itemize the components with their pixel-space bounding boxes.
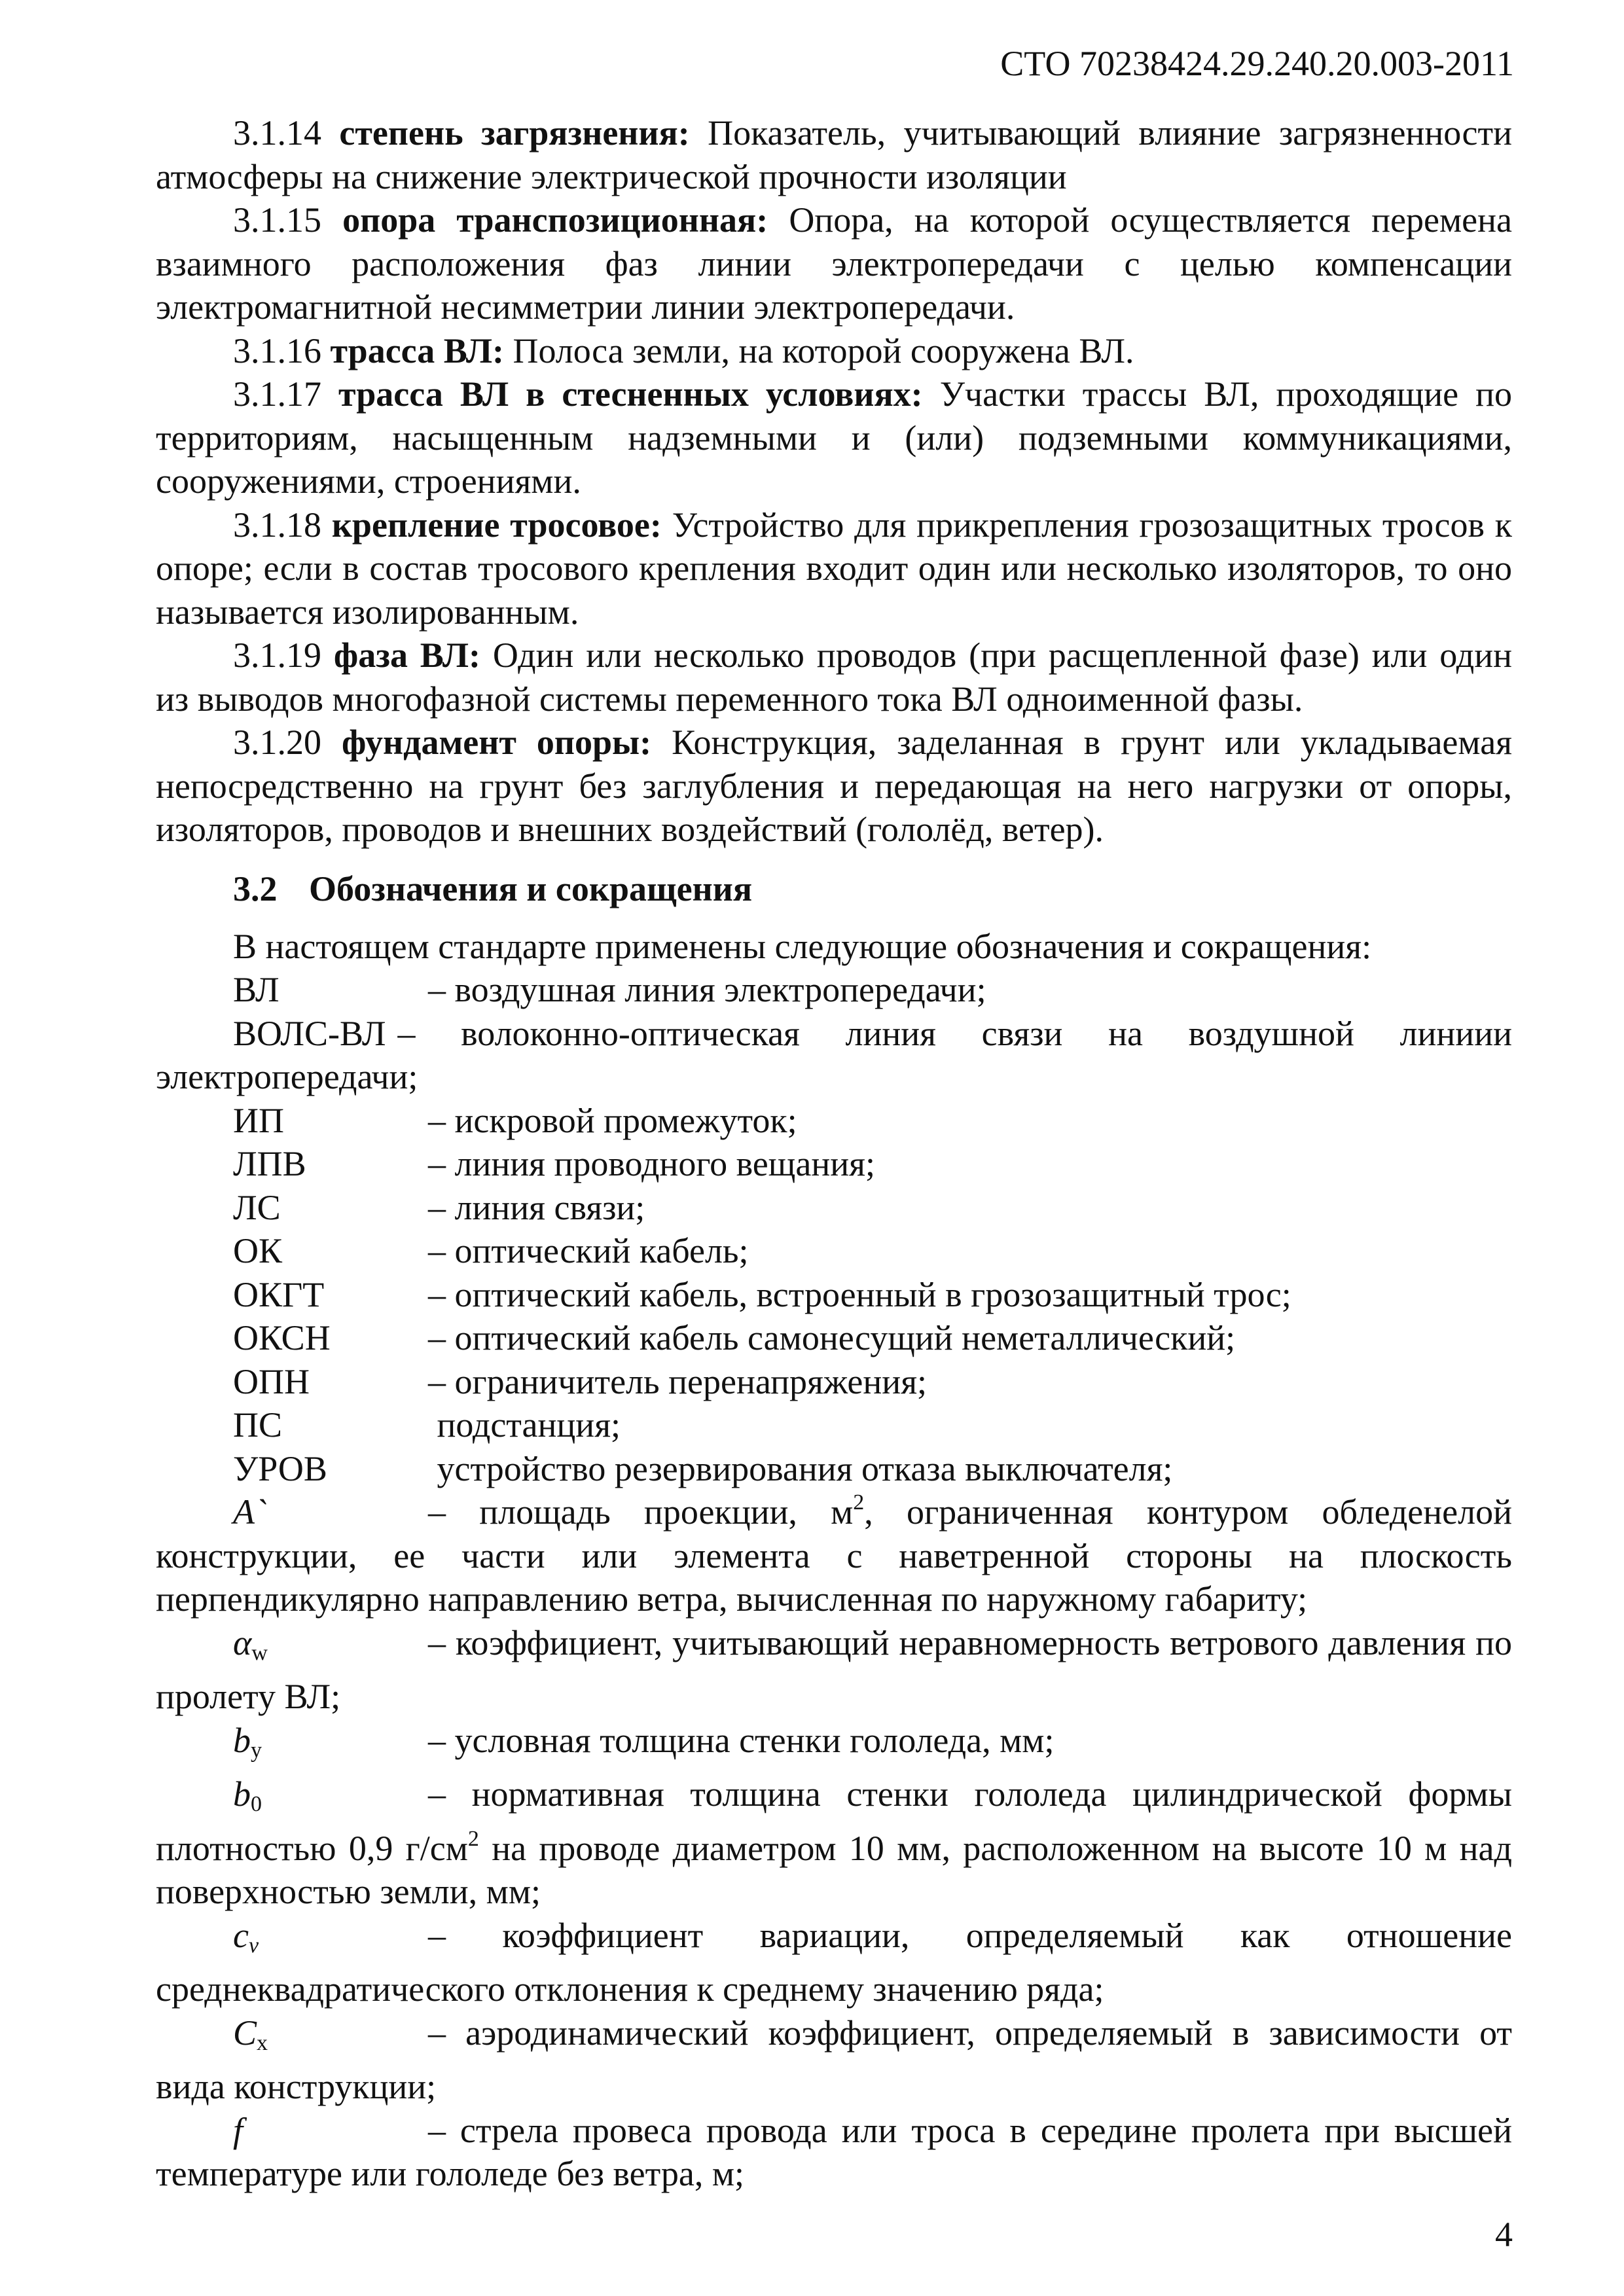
abbreviation-text: устройство резервирования отказа выключателя;: [428, 1448, 1173, 1488]
symbol-letter: C: [233, 2013, 257, 2053]
abbreviation-text: – ограничитель перенапряжения;: [428, 1361, 928, 1401]
symbol-text: – стрела провеса провода или троса в середине пролета при высшей температуре или гололеде без ветра, м;: [156, 2110, 1512, 2193]
symbol-letter: c: [233, 1915, 249, 1955]
abbreviation-key: УРОВ: [233, 1448, 327, 1488]
definition-text: Устройство для прикрепления грозозащитных тросов к опоре; если в состав тросового крепления входит один или несколько изоляторов, то оно называется изолированным.: [156, 505, 1513, 632]
symbol-text: – коэффициент вариации, определяемый как отношение среднеквадратического отклонения к среднему значению ряда;: [156, 1915, 1512, 2009]
abbreviation-row: [156, 1273, 1512, 1317]
abbreviation-row: [156, 1229, 1512, 1273]
symbol-text: – коэффициент, учитывающий неравномерность ветрового давления по пролету ВЛ;: [156, 1623, 1512, 1716]
abbreviation-key: ОКГТ: [233, 1274, 325, 1314]
abbreviation-row: [156, 1012, 1512, 1099]
definition-3-1-18: [156, 503, 1512, 634]
abbreviation-text: – искровой промежуток;: [428, 1100, 797, 1140]
abbreviation-key: ОК: [233, 1231, 283, 1270]
symbol-key: f: [233, 2110, 244, 2150]
symbol-subscript: x: [257, 2030, 268, 2055]
abbreviation-row: [156, 1142, 1512, 1186]
symbol-subscript: 0: [251, 1792, 262, 1816]
abbreviation-text: – оптический кабель самонесущий неметаллический;: [428, 1318, 1236, 1357]
clause-number: 3.1.20: [233, 723, 321, 762]
definition-3-1-15: [156, 198, 1512, 329]
term: крепление тросовое:: [331, 505, 662, 545]
clause-number: 3.1.18: [233, 505, 321, 545]
symbol-subscript: у: [251, 1738, 262, 1763]
symbol-text: – аэродинамический коэффициент, определяемый в зависимости от вида конструкции;: [156, 2013, 1512, 2106]
abbreviations-intro: В настоящем стандарте применены следующие обозначения и сокращения:: [233, 926, 1372, 966]
clause-number: 3.1.15: [233, 200, 321, 240]
section-title: Обозначения и сокращения: [309, 869, 753, 908]
definition-text: Конструкция, заделанная в грунт или укладываемая непосредственно на грунт без заглубления и передающая на него нагрузки от опоры, изоляторов, проводов и внешних воздействий (гололёд, ветер).: [156, 723, 1513, 849]
abbreviation-key: ОКСН: [233, 1318, 331, 1357]
symbol-letter: α: [233, 1623, 252, 1662]
clause-number: 3.1.16: [233, 331, 321, 370]
symbol-text: – нормативная толщина стенки гололеда цилиндрической формы плотностью 0,9 г/см: [156, 1774, 1512, 1868]
abbreviation-key: ЛПВ: [233, 1144, 306, 1183]
clause-number: 3.1.19: [233, 636, 321, 675]
abbreviation-text: – волоконно-оптическая линия связи на воздушной линиии электропередачи;: [156, 1013, 1512, 1096]
abbreviation-text: – воздушная линия электропередачи;: [428, 970, 986, 1009]
symbol-row-b-y: [156, 1719, 1512, 1773]
symbol-text: , ограниченная контуром обледенелой конструкции, ее части или элемента с наветренной стороны на плоскость перпендикулярно направлению ветра, вычисленная по наружному габариту;: [156, 1492, 1512, 1619]
symbol-text: – условная толщина стенки гололеда, мм;: [428, 1720, 1055, 1760]
abbreviation-key: ПС: [233, 1405, 283, 1444]
symbol-letter: b: [233, 1720, 251, 1760]
symbol-row-f: [156, 2109, 1512, 2196]
symbol-row-a-proj: [156, 1490, 1512, 1621]
abbreviation-text: подстанция;: [428, 1405, 621, 1444]
abbreviation-text: – линия проводного вещания;: [428, 1144, 875, 1183]
abbreviation-row: [156, 1316, 1512, 1360]
symbol-text: на проводе диаметром 10 мм, расположенном на высоте 10 м над поверхностью земли, мм;: [156, 1828, 1512, 1911]
abbreviation-key: ИП: [233, 1100, 284, 1140]
page-body: [156, 111, 1512, 2196]
definition-3-1-19: [156, 634, 1512, 721]
symbol-row-c-v: [156, 1914, 1512, 2011]
abbreviation-row: [156, 1186, 1512, 1230]
symbol-text: – площадь проекции, м: [428, 1492, 854, 1532]
term: степень загрязнения:: [339, 113, 690, 152]
term: опора транспозиционная:: [342, 200, 768, 240]
document-code-header: СТО 70238424.29.240.20.003-2011: [1000, 44, 1514, 83]
term: трасса ВЛ в стесненных условиях:: [338, 374, 923, 414]
symbol-row-c-x: [156, 2011, 1512, 2109]
term: фундамент опоры:: [342, 723, 652, 762]
symbol-key: [233, 1719, 428, 1773]
term: трасса ВЛ:: [330, 331, 504, 370]
superscript: 2: [467, 1826, 479, 1851]
abbreviation-row: [156, 968, 1512, 1012]
definition-3-1-17: [156, 372, 1512, 503]
abbreviation-row: [156, 1099, 1512, 1143]
abbreviation-row: [156, 1360, 1512, 1404]
symbol-key: [233, 2011, 428, 2066]
definition-3-1-20: [156, 721, 1512, 852]
page-number: 4: [1495, 2215, 1513, 2254]
symbol-key: [233, 1772, 428, 1827]
abbreviation-key: ВОЛС-ВЛ: [233, 1013, 386, 1053]
term: фаза ВЛ:: [333, 636, 480, 675]
abbreviation-row: [156, 1403, 1512, 1447]
symbol-key: [233, 1621, 428, 1676]
abbreviation-row: [156, 1447, 1512, 1491]
symbol-key: [233, 1914, 428, 1968]
abbreviation-text: – оптический кабель, встроенный в грозозащитный трос;: [428, 1274, 1291, 1314]
clause-number: 3.1.14: [233, 113, 321, 152]
symbol-row-alpha-w: [156, 1621, 1512, 1719]
definition-text: Полоса земли, на которой сооружена ВЛ.: [513, 331, 1134, 370]
definition-text: Один или несколько проводов (при расщепленной фазе) или один из выводов многофазной системы переменного тока ВЛ одноименной фазы.: [156, 636, 1513, 719]
section-heading: [156, 866, 1512, 912]
definition-text: Участки трассы ВЛ, проходящие по территориям, насыщенным надземными и (или) подземными коммуникациями, сооружениями, строениями.: [156, 374, 1513, 501]
abbreviation-key: ОПН: [233, 1361, 310, 1401]
symbol-key: A`: [233, 1492, 266, 1532]
symbol-subscript: w: [251, 1640, 268, 1665]
symbol-row-b-0: [156, 1772, 1512, 1914]
definition-3-1-16: [156, 329, 1512, 373]
abbreviation-key: ЛС: [233, 1187, 281, 1227]
symbol-subscript: v: [248, 1933, 259, 1958]
symbol-letter: b: [233, 1774, 251, 1814]
definition-text: Показатель, учитывающий влияние загрязненности атмосферы на снижение электрической прочности изоляции: [156, 113, 1513, 196]
abbreviation-text: – оптический кабель;: [428, 1231, 749, 1270]
superscript: 2: [853, 1490, 865, 1515]
definition-3-1-14: [156, 111, 1512, 198]
definition-text: Опора, на которой осуществляется перемена взаимного расположения фаз линии электропередачи с целью компенсации электромагнитной несимметрии линии электропередачи.: [156, 200, 1512, 327]
abbreviation-text: – линия связи;: [428, 1187, 645, 1227]
section-number: 3.2: [233, 869, 278, 908]
clause-number: 3.1.17: [233, 374, 321, 414]
abbreviation-key: ВЛ: [233, 970, 280, 1009]
